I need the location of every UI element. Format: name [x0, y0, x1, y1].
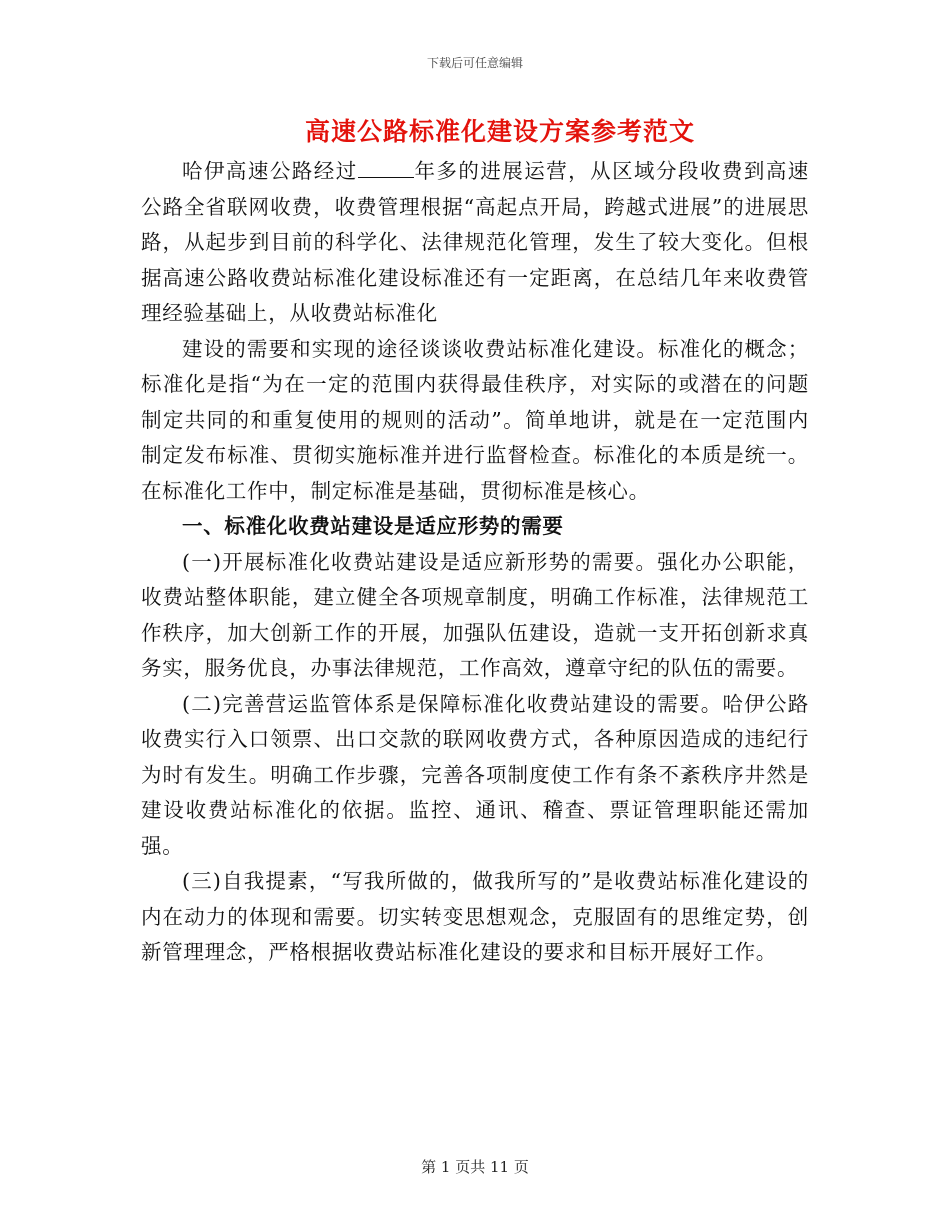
paragraph-2: 建设的需要和实现的途径谈谈收费站标准化建设。标准化的概念；标准化是指“为在一定的范围内获得最佳秩序，对实际的或潜在的问题制定共同的和重复使用的规则的活动”。简单地讲，就是在一定范围内制定发布标准、贯彻实施标准并进行监督检查。标准化的本质是统一。在标准化工作中，制定标准是基础，贯彻标准是核心。: [141, 336, 809, 503]
document-body: [141, 154, 809, 971]
paragraph-5: (三)自我提素，“写我所做的，做我所写的”是收费站标准化建设的内在动力的体现和需要。切实转变思想观念，克服固有的思维定势，创新管理理念，严格根据收费站标准化建设的要求和目标开展好工作。: [141, 869, 809, 964]
paragraph-1: [141, 154, 809, 332]
paragraph-1-rest: 年多的进展运营，从区域分段收费到高速公路全省联网收费，收费管理根据“高起点开局，跨越式进展”的进展思路，从起步到目前的科学化、法律规范化管理，发生了较大变化。但根据高速公路收费站标准化建设标准还有一定距离，在总结几年来收费管理经验基础上，从收费站标准化: [141, 159, 809, 325]
document-title: 高速公路标准化建设方案参考范文: [304, 117, 695, 146]
page-footer: 第 1 页共 11 页: [421, 1158, 529, 1176]
header-note: 下载后可任意编辑: [426, 56, 523, 70]
paragraph-4: (二)完善营运监管体系是保障标准化收费站建设的需要。哈伊公路收费实行入口领票、出口交款的联网收费方式，各种原因造成的违纪行为时有发生。明确工作步骤，完善各项制度使工作有条不紊秩序井然是建设收费站标准化的依据。监控、通讯、稽查、票证管理职能还需加强。: [141, 691, 809, 858]
paragraph-3: (一)开展标准化收费站建设是适应新形势的需要。强化办公职能，收费站整体职能，建立健全各项规章制度，明确工作标准，法律规范工作秩序，加大创新工作的开展，加强队伍建设，造就一支开拓创新求真务实，服务优良，办事法律规范，工作高效，遵章守纪的队伍的需要。: [141, 549, 809, 680]
section-heading-1: 一、标准化收费站建设是适应形势的需要: [182, 514, 564, 538]
fill-in-blank: [358, 159, 414, 178]
paragraph-1-start: 哈伊高速公路经过: [182, 159, 358, 183]
